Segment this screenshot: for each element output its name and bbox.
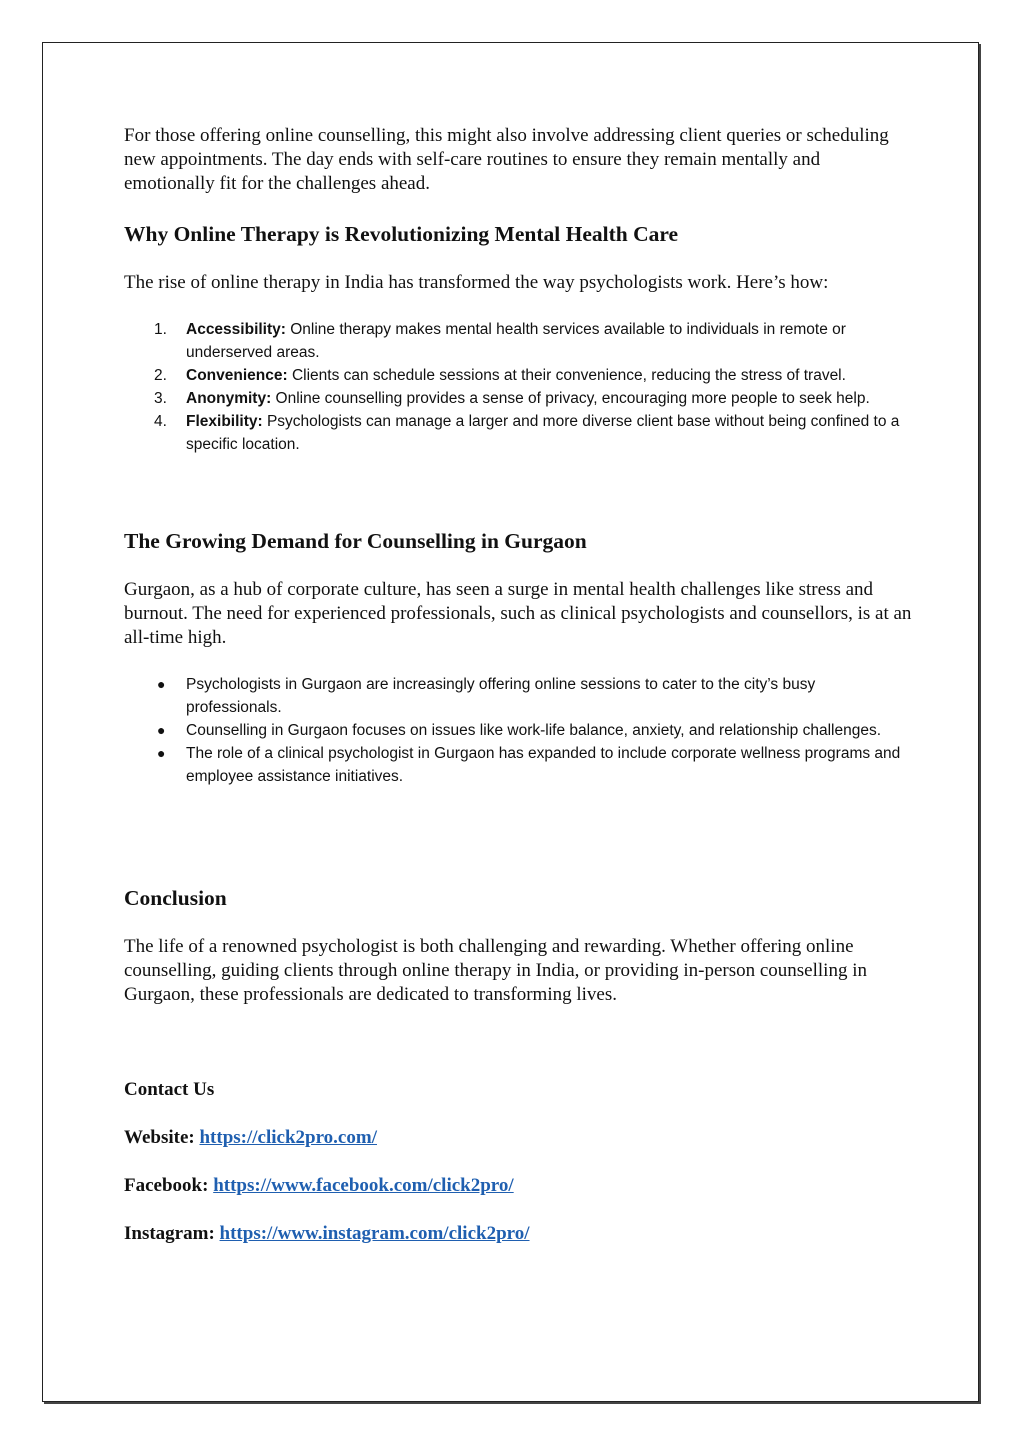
heading-online-therapy: Why Online Therapy is Revolutionizing Mental Health Care xyxy=(124,222,679,246)
heading-gurgaon: The Growing Demand for Counselling in Gurgaon xyxy=(124,529,587,553)
list-term: Flexibility: xyxy=(186,413,263,430)
list-text: Psychologists in Gurgaon are increasingly offering online sessions to cater to the city’s busy professionals. xyxy=(186,676,816,716)
list-item xyxy=(124,742,914,788)
website-label: Website: xyxy=(124,1127,195,1148)
intro-paragraph: For those offering online counselling, this might also involve addressing client queries or scheduling new appointments. The day ends with self-care routines to ensure they remain mentally and emotionally fit for the challenges ahead. xyxy=(124,125,889,194)
contact-facebook xyxy=(124,1174,514,1198)
list-term: Anonymity: xyxy=(186,390,272,407)
list-text: Clients can schedule sessions at their convenience, reducing the stress of travel. xyxy=(287,367,846,384)
facebook-link[interactable]: https://www.facebook.com/click2pro/ xyxy=(213,1175,514,1196)
list-item xyxy=(124,387,914,410)
list-number: 1. xyxy=(154,321,167,338)
conclusion-paragraph: The life of a renowned psychologist is both challenging and rewarding. Whether offering online counselling, guiding clients through online therapy in India, or providing in-person counselling in Gurgaon, these professionals are dedicated to transforming lives. xyxy=(124,936,867,1005)
instagram-label: Instagram: xyxy=(124,1223,215,1244)
list-number: 3. xyxy=(154,390,167,407)
list-item xyxy=(124,318,914,364)
bullet-icon: ● xyxy=(157,745,166,761)
gurgaon-lead: Gurgaon, as a hub of corporate culture, has seen a surge in mental health challenges like stress and burnout. The need for experienced professionals, such as clinical psychologists and counsellors, is at an all-time high. xyxy=(124,579,912,648)
list-item xyxy=(124,410,914,456)
bullet-icon: ● xyxy=(157,676,166,692)
contact-instagram xyxy=(124,1222,530,1246)
gurgaon-bullet-list xyxy=(124,673,914,788)
list-text: Online therapy makes mental health services available to individuals in remote or underserved areas. xyxy=(186,321,846,361)
contact-website xyxy=(124,1126,377,1150)
online-therapy-list xyxy=(124,318,914,456)
list-text: The role of a clinical psychologist in Gurgaon has expanded to include corporate wellness programs and employee assistance initiatives. xyxy=(186,745,901,785)
bullet-icon: ● xyxy=(157,722,166,738)
list-text: Online counselling provides a sense of privacy, encouraging more people to seek help. xyxy=(271,390,870,407)
list-item xyxy=(124,719,914,742)
heading-conclusion: Conclusion xyxy=(124,886,227,910)
list-number: 2. xyxy=(154,367,167,384)
list-text: Counselling in Gurgaon focuses on issues like work-life balance, anxiety, and relationship challenges. xyxy=(186,722,882,739)
list-item xyxy=(124,673,914,719)
list-item xyxy=(124,364,914,387)
online-therapy-lead: The rise of online therapy in India has transformed the way psychologists work. Here’s how: xyxy=(124,272,829,293)
instagram-link[interactable]: https://www.instagram.com/click2pro/ xyxy=(219,1223,530,1244)
list-number: 4. xyxy=(154,413,167,430)
contact-heading: Contact Us xyxy=(124,1079,215,1100)
website-link[interactable]: https://click2pro.com/ xyxy=(199,1127,377,1148)
list-term: Convenience: xyxy=(186,367,288,384)
list-text: Psychologists can manage a larger and more diverse client base without being confined to a specific location. xyxy=(186,413,900,453)
facebook-label: Facebook: xyxy=(124,1175,209,1196)
list-term: Accessibility: xyxy=(186,321,286,338)
